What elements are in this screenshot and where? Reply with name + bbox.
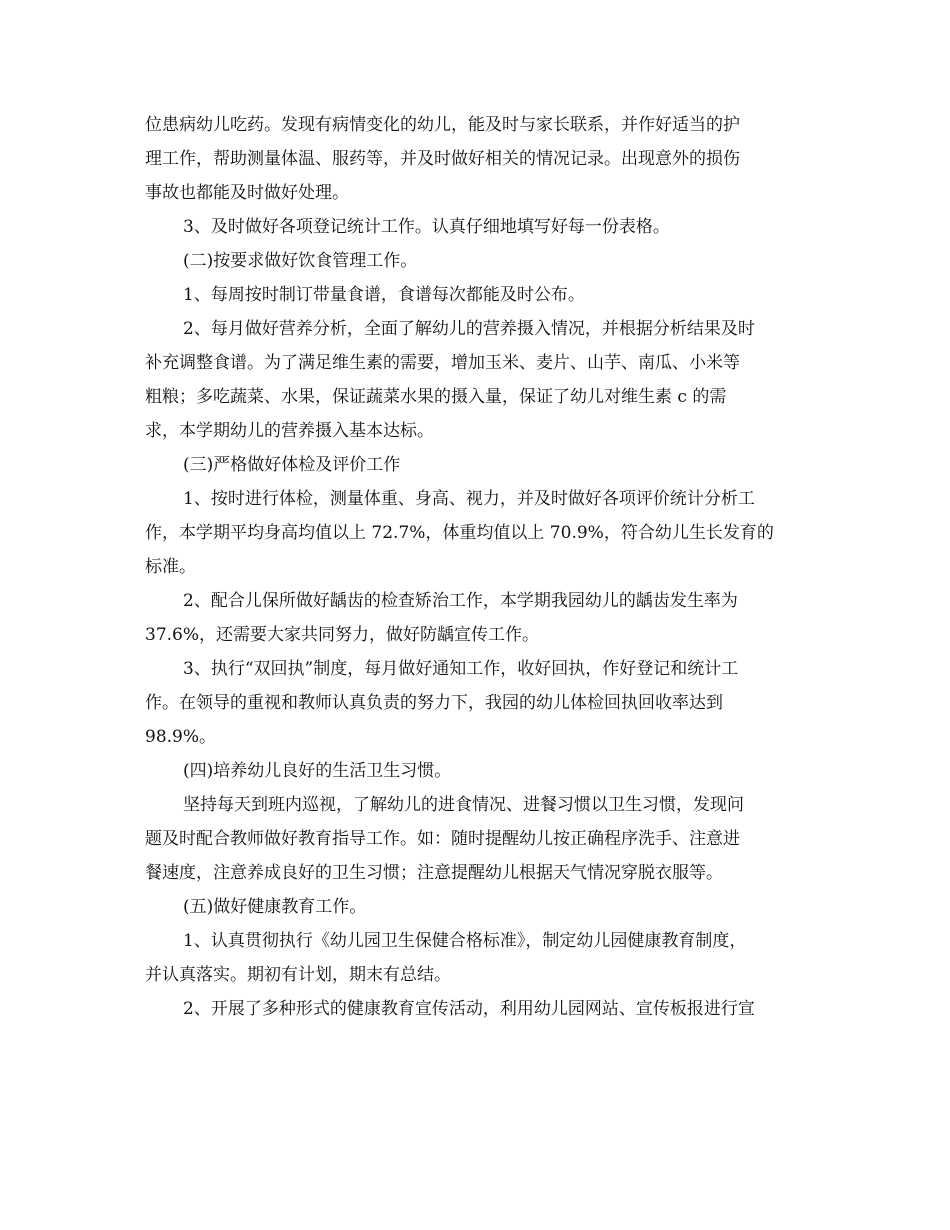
text-line: 37.6%，还需要大家共同努力，做好防龋宣传工作。 (145, 625, 540, 645)
section-heading: (三)严格做好体检及评价工作 (183, 455, 401, 475)
text-line: 理工作，帮助测量体温、服药等，并及时做好相关的情况记录。出现意外的损伤 (145, 149, 740, 169)
text-line: 坚持每天到班内巡视，了解幼儿的进食情况、进餐习惯以卫生习惯，发现问 (183, 795, 744, 815)
text-line: 补充调整食谱。为了满足维生素的需要，增加玉米、麦片、山芋、南瓜、小米等 (145, 353, 740, 373)
section-heading: (四)培养幼儿良好的生活卫生习惯。 (183, 761, 452, 781)
text-line: 1、按时进行体检，测量体重、身高、视力，并及时做好各项评价统计分析工 (183, 489, 755, 509)
text-line: 1、认真贯彻执行《幼儿园卫生保健合格标准》，制定幼儿园健康教育制度， (183, 931, 747, 951)
section-heading: (二)按要求做好饮食管理工作。 (183, 251, 418, 271)
text-line: 3、执行“双回执”制度，每月做好通知工作，收好回执，作好登记和统计工 (183, 659, 739, 679)
text-line: 2、开展了多种形式的健康教育宣传活动，利用幼儿园网站、宣传板报进行宣 (183, 999, 755, 1019)
text-line: 事故也都能及时做好处理。 (145, 183, 349, 203)
section-heading: (五)做好健康教育工作。 (183, 897, 367, 917)
text-line: 标准。 (145, 557, 196, 577)
text-line: 98.9%。 (145, 727, 217, 747)
text-line: 作，本学期平均身高均值以上 72.7%，体重均值以上 70.9%，符合幼儿生长发育的 (145, 523, 774, 543)
document-body (145, 108, 815, 1026)
text-line: 位患病幼儿吃药。发现有病情变化的幼儿，能及时与家长联系，并作好适当的护 (145, 115, 740, 135)
text-line: 作。在领导的重视和教师认真负责的努力下，我园的幼儿体检回执回收率达到 (145, 693, 723, 713)
text-line: 1、每周按时制订带量食谱，食谱每次都能及时公布。 (183, 285, 585, 305)
text-line: 2、配合儿保所做好龋齿的检查矫治工作，本学期我园幼儿的龋齿发生率为 (183, 591, 738, 611)
text-line: 3、及时做好各项登记统计工作。认真仔细地填写好每一份表格。 (183, 217, 670, 237)
text-line: 并认真落实。期初有计划，期末有总结。 (145, 965, 451, 985)
text-line: 题及时配合教师做好教育指导工作。如：随时提醒幼儿按正确程序洗手、注意进 (145, 829, 740, 849)
text-line: 2、每月做好营养分析，全面了解幼儿的营养摄入情况，并根据分析结果及时 (183, 319, 755, 339)
text-line: 餐速度，注意养成良好的卫生习惯；注意提醒幼儿根据天气情况穿脱衣服等。 (145, 863, 723, 883)
text-line: 粗粮；多吃蔬菜、水果，保证蔬菜水果的摄入量，保证了幼儿对维生素 c 的需 (145, 387, 727, 407)
text-line: 求，本学期幼儿的营养摄入基本达标。 (145, 421, 434, 441)
